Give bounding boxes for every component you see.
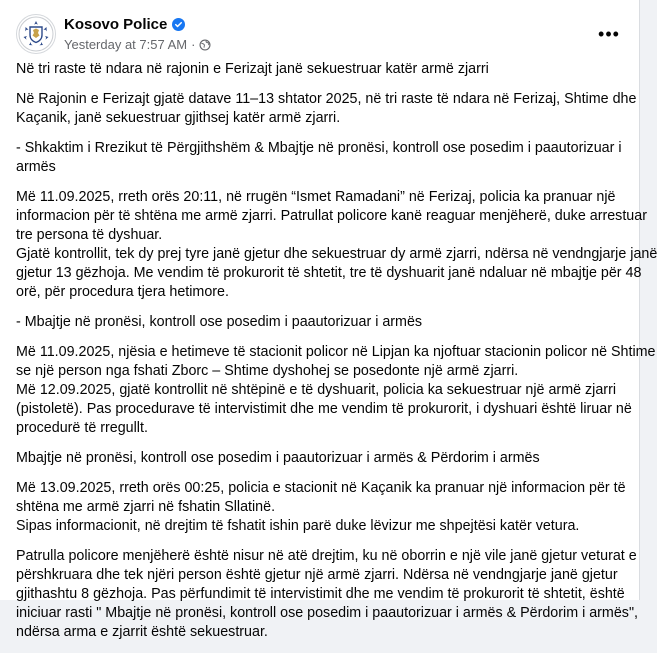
globe-icon[interactable] <box>199 39 211 51</box>
post-paragraph <box>16 479 628 536</box>
post-meta <box>64 37 211 52</box>
post-text-line: Më 11.09.2025, njësia e hetimeve të stacionit policor në Lipjan ka njoftuar stacionin policor në Shtime <box>16 344 656 360</box>
verified-badge-icon <box>172 18 185 31</box>
post-text-line: procedurë të rregullt. <box>16 420 148 436</box>
post-text-line: informacion për të shtëna me armë zjarri. Patrullat policore kanë reaguar menjëherë, duke arrestuar <box>16 208 647 224</box>
post-text-line: orë, për procedura tjera hetimore. <box>16 284 229 300</box>
post-timestamp[interactable]: Yesterday at 7:57 AM <box>64 37 188 52</box>
post-text-line: Sipas informacionit, në drejtim të fshatit ishin parë duke lëvizur me shpejtësi katër vetura. <box>16 518 580 534</box>
post-paragraph <box>16 343 656 438</box>
post-paragraph <box>16 547 638 642</box>
post-text-line: Mbajtje në pronësi, kontroll ose posedim i paautorizuar i armës & Përdorim i armës <box>16 450 540 466</box>
post-text-line: iniciuar rasti " Mbajtje në pronësi, kontroll ose posedim i paautorizuar i armës & Përdorim i armës", <box>16 605 638 621</box>
avatar[interactable] <box>16 14 56 54</box>
post-text-line: Në tri raste të ndara në rajonin e Ferizajt janë sekuestruar katër armë zjarri <box>16 61 489 77</box>
post-text-line: Më 13.09.2025, rreth orës 00:25, policia e stacionit në Kaçanik ka pranuar një informacion për të <box>16 480 626 496</box>
post-text-line: (pistoletë). Pas procedurave të intervistimit dhe me vendim të prokurorit, i dyshuari është liruar në <box>16 401 632 417</box>
post-paragraph <box>16 188 657 302</box>
post-text-line: Patrulla policore menjëherë është nisur në atë drejtim, ku në oborrin e një vile janë gjetur veturat e <box>16 548 637 564</box>
page-name-label[interactable]: Kosovo Police <box>64 16 168 33</box>
post-header <box>16 14 623 58</box>
meta-separator: · <box>191 37 196 52</box>
post-text-line: Më 11.09.2025, rreth orës 20:11, në rrugën “Ismet Ramadani” në Ferizaj, policia ka pranuar një <box>16 189 616 205</box>
post-text-line: se një person nga fshati Zborc – Shtime dyshohej se posedonte një armë zjarri. <box>16 363 519 379</box>
post-text <box>16 60 657 653</box>
post-text-line: - Mbajtje në pronësi, kontroll ose posedim i paautorizuar i armës <box>16 314 423 330</box>
post-paragraph <box>16 90 637 128</box>
post-text-line: Gjatë kontrollit, tek dy prej tyre janë gjetur dhe sekuestruar dy armë zjarri, ndërsa në vendngjarje janë <box>16 246 657 262</box>
post-text-line: gjetur 13 gëzhoja. Me vendim të prokurorit të shtetit, tre të dyshuarit janë ndaluar në mbajtje për 48 <box>16 265 642 281</box>
post-text-line: tre persona të dyshuar. <box>16 227 163 243</box>
post-text-line: ndërsa arma e zjarrit është sekuestruar. <box>16 624 268 640</box>
post-text-line: përshkruara dhe tek njëri person është gjetur një armë zjarri. Ndërsa në vendngjarje janë gjetur <box>16 567 618 583</box>
post-text-line: Më 12.09.2025, gjatë kontrollit në shtëpinë e të dyshuarit, policia ka sekuestruar një armë zjarri <box>16 382 617 398</box>
post-text-line: gjithashtu 8 gëzhoja. Pas përfundimit të intervistimit dhe me vendim të prokurorit të shtetit, është <box>16 586 625 602</box>
post-text-line: Kaçanik, janë sekuestruar gjithsej katër armë zjarri. <box>16 110 341 126</box>
post-text-line: - Shkaktim i Rrezikut të Përgjithshëm & Mbajtje në pronësi, kontroll ose posedim i paautorizuar i <box>16 140 622 156</box>
post-paragraph <box>16 449 628 468</box>
post-paragraph <box>16 313 628 332</box>
page-name[interactable] <box>64 16 185 33</box>
post-paragraph <box>16 139 628 177</box>
post-text-line: armës <box>16 159 56 175</box>
more-options-icon[interactable]: ••• <box>598 23 620 44</box>
kosovo-police-logo-icon <box>17 15 55 53</box>
post-paragraph <box>16 60 628 79</box>
post-text-line: shtëna me armë zjarri në fshatin Sllatinë. <box>16 499 276 515</box>
post-text-line: Në Rajonin e Ferizajt gjatë datave 11–13 shtator 2025, në tri raste të ndara në Ferizaj, Shtime dhe <box>16 91 637 107</box>
